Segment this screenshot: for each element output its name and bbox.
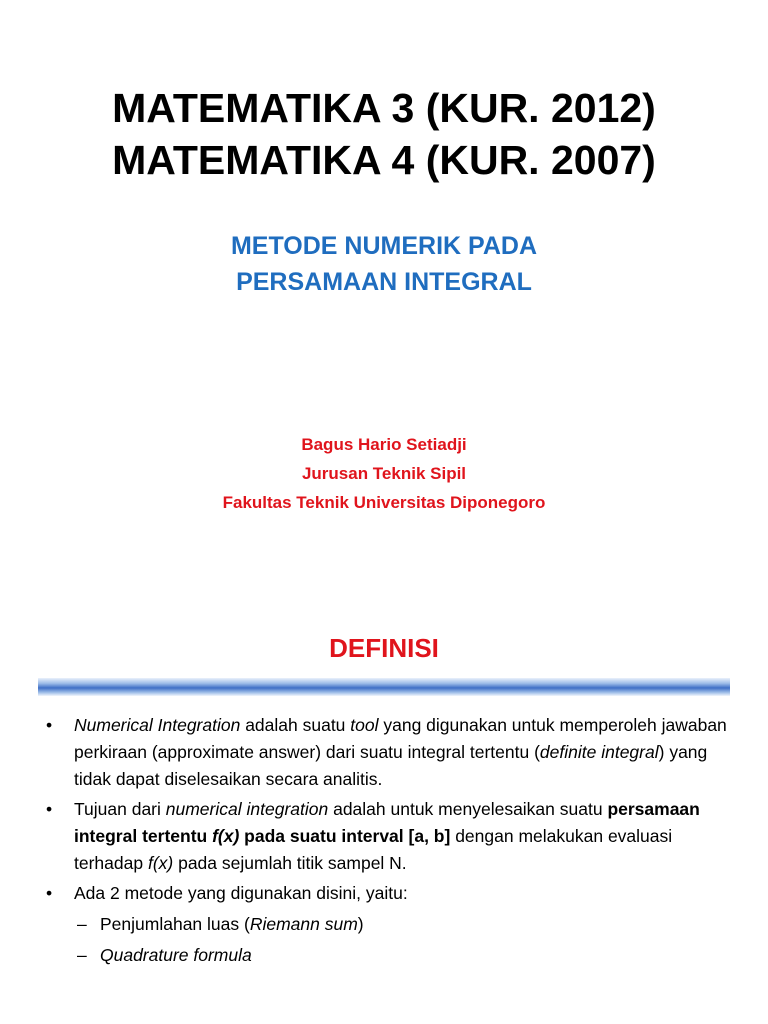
bullet1-text: yang digunakan untuk memperoleh jawaban perkiraan (approximate answer) dari suatu integral tertentu (: [74, 715, 727, 762]
title-line-2: MATEMATIKA 4 (KUR. 2007): [112, 137, 656, 183]
bullet-list: [44, 712, 734, 969]
bullet2-text: dengan melakukan evaluasi terhadap: [74, 826, 673, 873]
bullet1-text: adalah suatu: [240, 715, 351, 735]
sub-item-2: [44, 942, 734, 969]
bullet1-term: Numerical Integration: [74, 715, 241, 735]
heading-divider: [38, 678, 730, 696]
bullet-marker: •: [46, 883, 53, 903]
title-line-1: MATEMATIKA 3 (KUR. 2012): [112, 85, 656, 131]
subtitle: [0, 228, 768, 300]
sub1-term: Riemann sum: [249, 914, 358, 934]
author-name: Bagus Hario Setiadji: [301, 435, 467, 454]
definition-slide: [0, 580, 768, 1024]
bullet2-term: numerical integration: [165, 799, 329, 819]
faculty: Fakultas Teknik Universitas Diponegoro: [222, 493, 546, 512]
sub1-text: Penjumlahan luas (: [100, 914, 250, 934]
bullet2-fx: f(x): [147, 853, 174, 873]
bullet2-text: pada sejumlah titik sampel N.: [173, 853, 407, 873]
bullet-item-3: [44, 880, 734, 907]
bullet1-text: ) yang tidak dapat diselesaikan secara analitis.: [74, 742, 708, 789]
subtitle-line-2: PERSAMAAN INTEGRAL: [236, 268, 532, 296]
bullet2-text: adalah untuk menyelesaikan suatu: [328, 799, 608, 819]
bullet-item-1: [44, 712, 734, 793]
bullet1-tool: tool: [350, 715, 379, 735]
sub2-term: Quadrature formula: [100, 945, 252, 965]
bullet2-bold: persamaan integral tertentu: [74, 799, 700, 846]
department: Jurusan Teknik Sipil: [301, 464, 467, 483]
bullet1-definite: definite integral: [539, 742, 659, 762]
bullet-item-2: [44, 796, 734, 877]
bullet3-text: Ada 2 metode yang digunakan disini, yaitu:: [74, 883, 408, 903]
main-title: [0, 82, 768, 186]
bullet2-text: Tujuan dari: [74, 799, 166, 819]
bullet-marker: •: [46, 799, 53, 819]
author-block: [0, 430, 768, 517]
bullet2-bold: pada suatu interval [a, b]: [239, 826, 451, 846]
subtitle-line-1: METODE NUMERIK PADA: [230, 232, 538, 260]
bullet-marker: •: [46, 715, 53, 735]
dash-marker: –: [77, 914, 87, 934]
dash-marker: –: [77, 945, 87, 965]
sub-item-1: [44, 911, 734, 938]
bullet2-fx: f(x): [212, 826, 240, 846]
sub1-text: ): [357, 914, 364, 934]
definition-heading: DEFINISI: [329, 633, 439, 663]
